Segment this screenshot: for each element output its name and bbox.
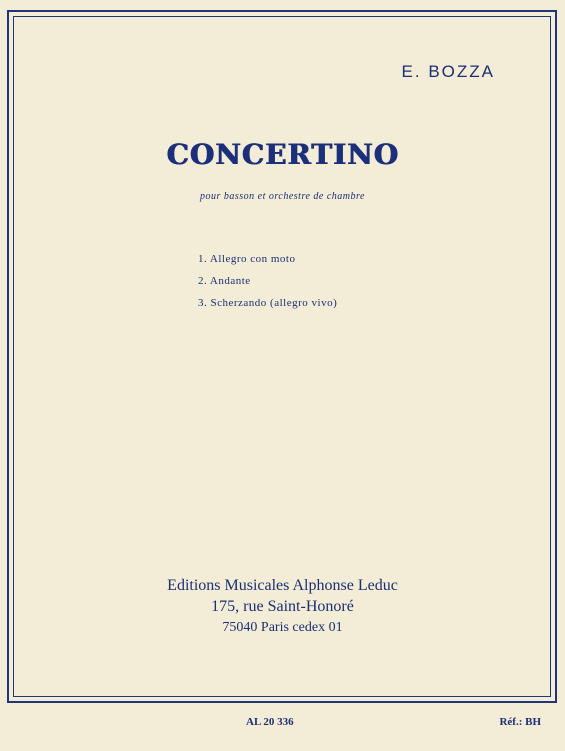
movement-item-3: 3. Scherzando (allegro vivo) xyxy=(198,297,338,309)
subtitle: pour basson et orchestre de chambre xyxy=(200,191,365,202)
publisher-block xyxy=(0,575,565,638)
page-title: CONCERTINO xyxy=(166,138,399,171)
composer-name: E. BOZZA xyxy=(401,62,495,81)
movement-item-1: 1. Allegro con moto xyxy=(198,253,296,265)
catalog-number: AL 20 336 xyxy=(246,716,294,728)
movement-item-2: 2. Andante xyxy=(198,275,251,287)
publisher-city: 75040 Paris cedex 01 xyxy=(222,620,343,635)
publisher-name: Editions Musicales Alphonse Leduc xyxy=(167,577,398,594)
movement-list xyxy=(198,251,337,317)
publisher-street: 175, rue Saint-Honoré xyxy=(211,598,354,615)
reference-code: Réf.: BH xyxy=(499,716,541,728)
